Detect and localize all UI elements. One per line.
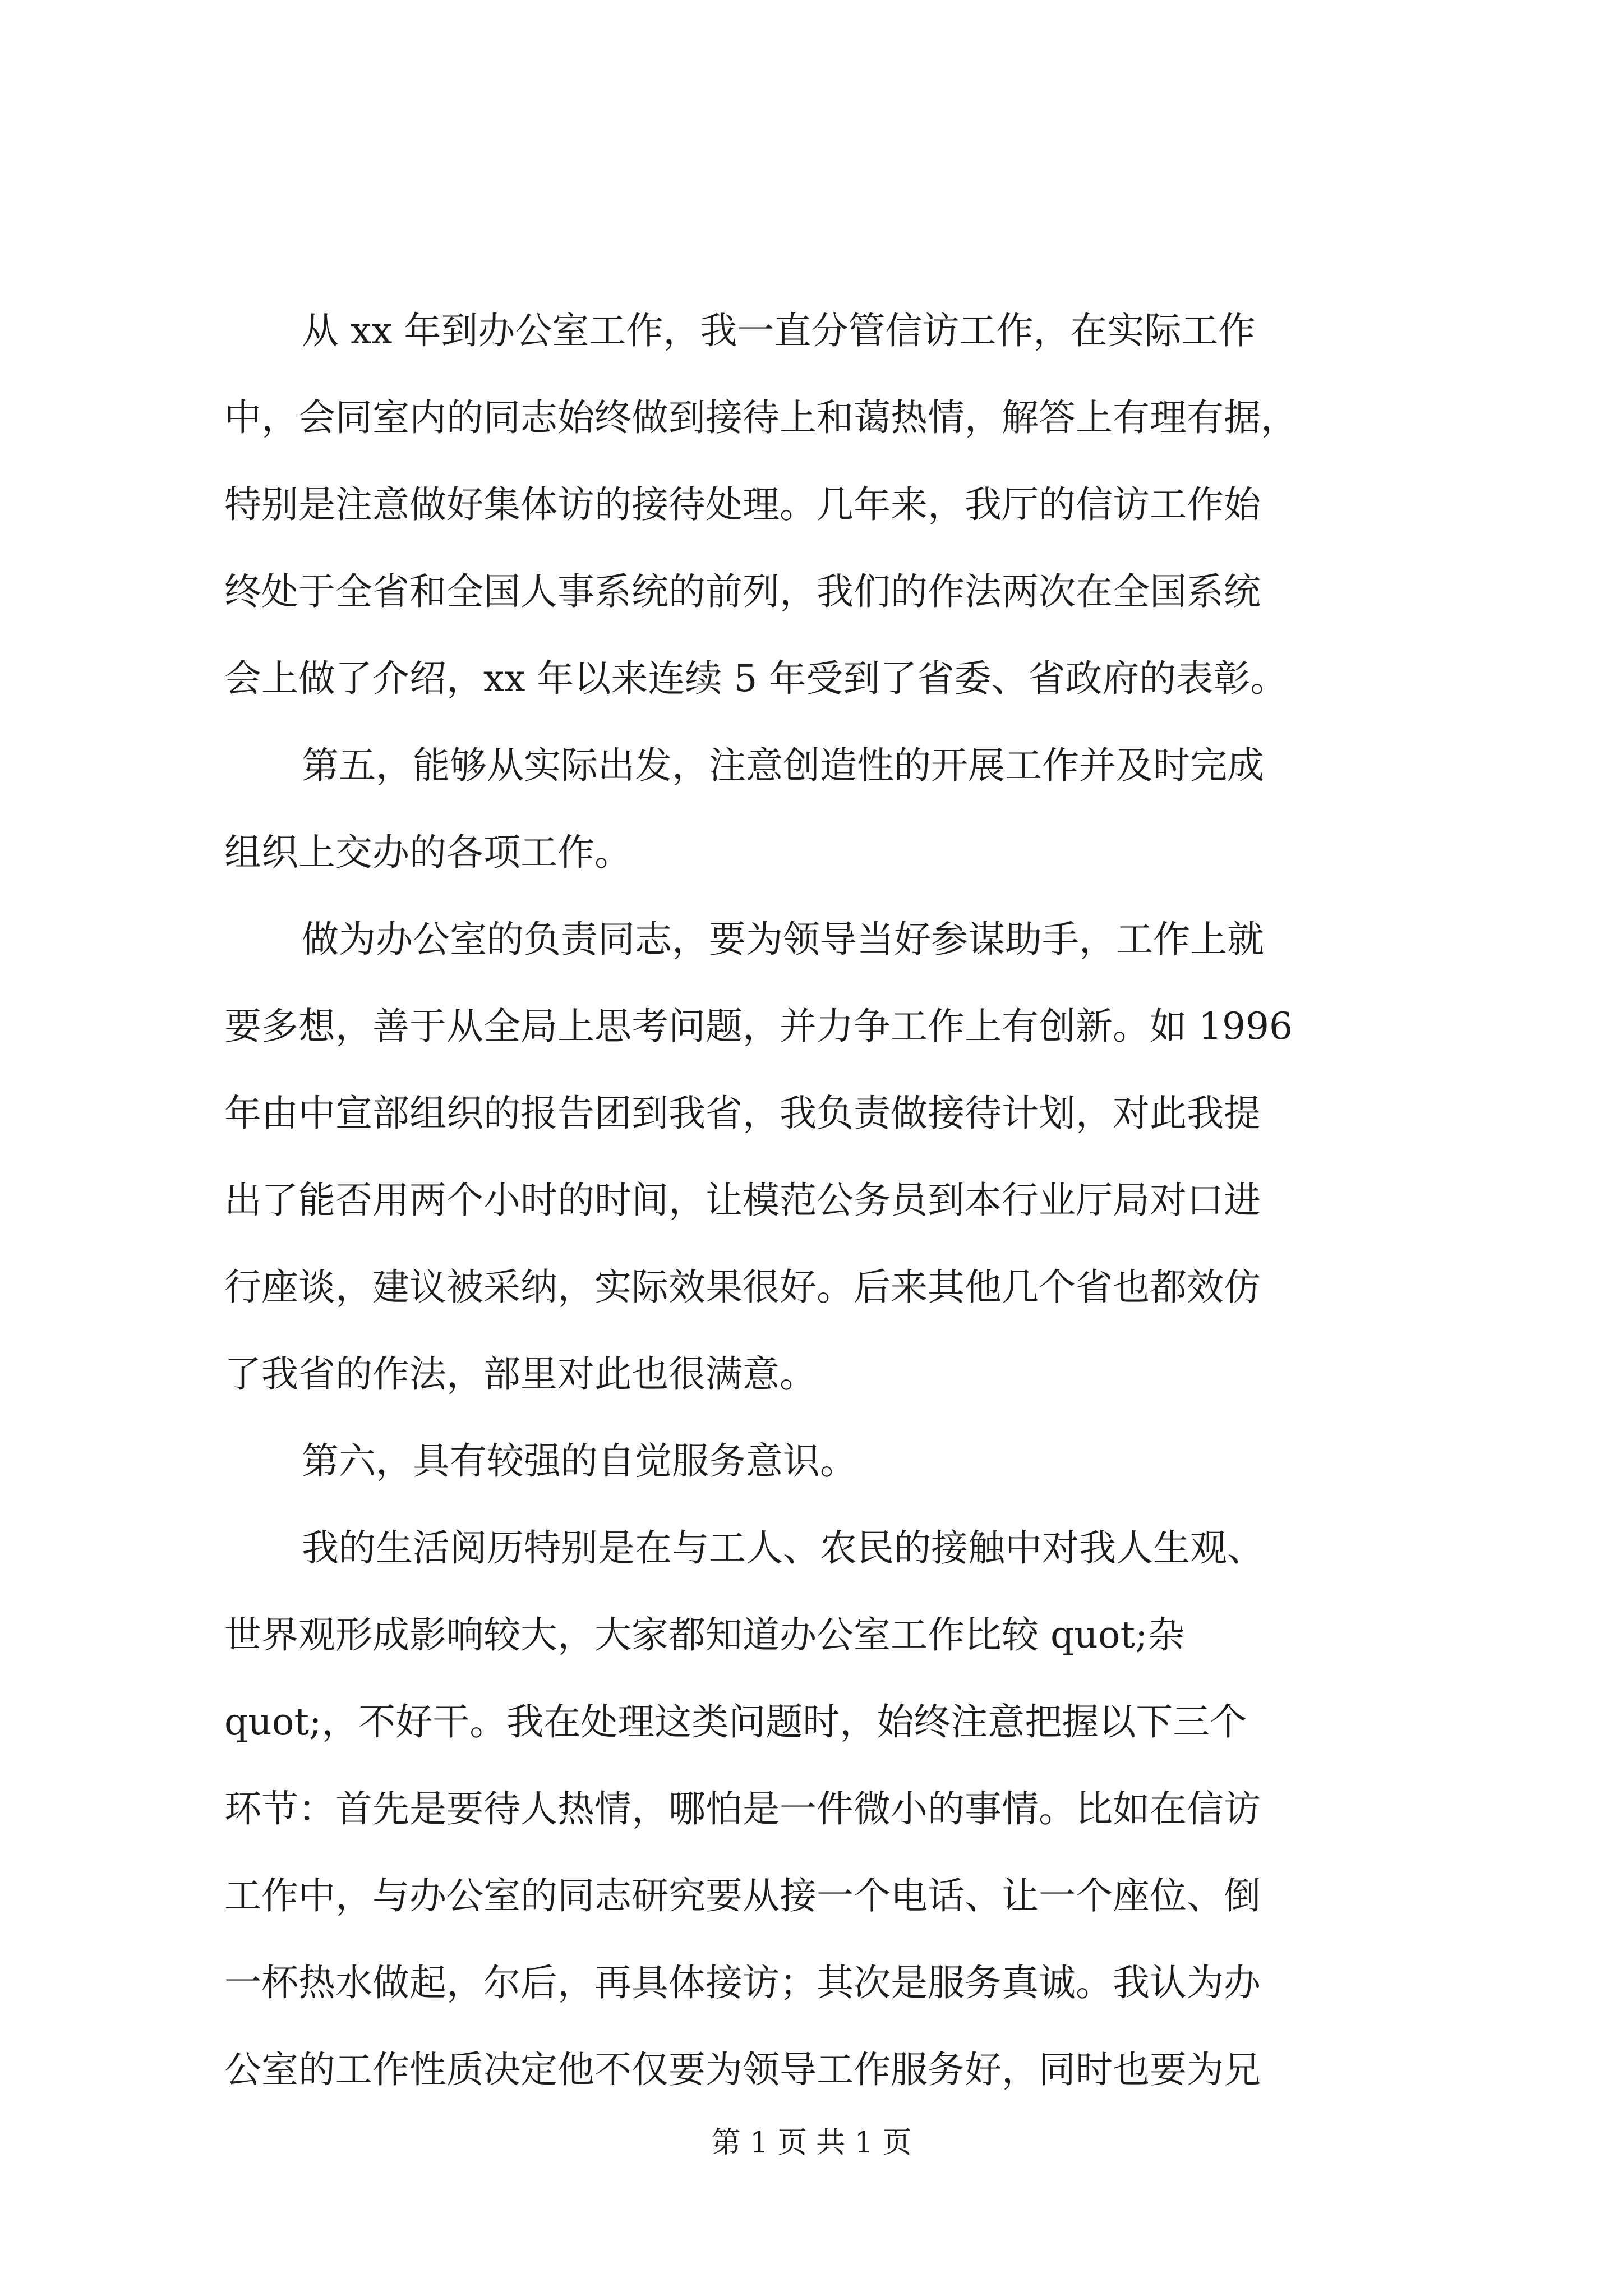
paragraph-3-line-2: 要多想，善于从全局上思考问题，并力争工作上有创新。如 1996 [224,1005,1293,1048]
paragraph-1-line-2: 中，会同室内的同志始终做到接待上和蔼热情，解答上有理有据， [224,396,1298,439]
page-footer: 第 1 页 共 1 页 [711,2126,912,2160]
paragraph-3-line-5: 行座谈，建议被采纳，实际效果很好。后来其他几个省也都效仿 [224,1266,1261,1309]
paragraph-5-line-4: 环节：首先是要待人热情，哪怕是一件微小的事情。比如在信访 [224,1787,1261,1830]
paragraph-3-line-3: 年由中宣部组织的报告团到我省，我负责做接待计划，对此我提 [224,1092,1261,1135]
paragraph-3-line-6: 了我省的作法，部里对此也很满意。 [224,1352,817,1396]
paragraph-5-line-2: 世界观形成影响较大，大家都知道办公室工作比较 quot;杂 [224,1613,1185,1657]
paragraph-5-line-3: quot;，不好干。我在处理这类问题时，始终注意把握以下三个 [224,1700,1247,1743]
paragraph-2-line-1: 第五，能够从实际出发，注意创造性的开展工作并及时完成 [302,744,1264,787]
paragraph-5-line-1: 我的生活阅历特别是在与工人、农民的接触中对我人生观、 [302,1526,1264,1570]
paragraph-2-line-2: 组织上交办的各项工作。 [224,831,631,874]
paragraph-5-line-6: 一杯热水做起，尔后，再具体接访；其次是服务真诚。我认为办 [224,1961,1261,2004]
paragraph-1-line-4: 终处于全省和全国人事系统的前列，我们的作法两次在全国系统 [224,570,1261,613]
paragraph-3-line-4: 出了能否用两个小时的时间，让模范公务员到本行业厅局对口进 [224,1179,1261,1222]
paragraph-3-line-1: 做为办公室的负责同志，要为领导当好参谋助手，工作上就 [302,918,1264,961]
paragraph-4-line-1: 第六，具有较强的自觉服务意识。 [302,1439,857,1483]
paragraph-5-line-5: 工作中，与办公室的同志研究要从接一个电话、让一个座位、倒 [224,1874,1261,1917]
paragraph-5-line-7: 公室的工作性质决定他不仅要为领导工作服务好，同时也要为兄 [224,2048,1261,2091]
paragraph-1-line-1: 从 xx 年到办公室工作，我一直分管信访工作，在实际工作 [302,309,1256,352]
paragraph-1-line-5: 会上做了介绍，xx 年以来连续 5 年受到了省委、省政府的表彰。 [224,657,1288,700]
paragraph-1-line-3: 特别是注意做好集体访的接待处理。几年来，我厅的信访工作始 [224,483,1261,526]
